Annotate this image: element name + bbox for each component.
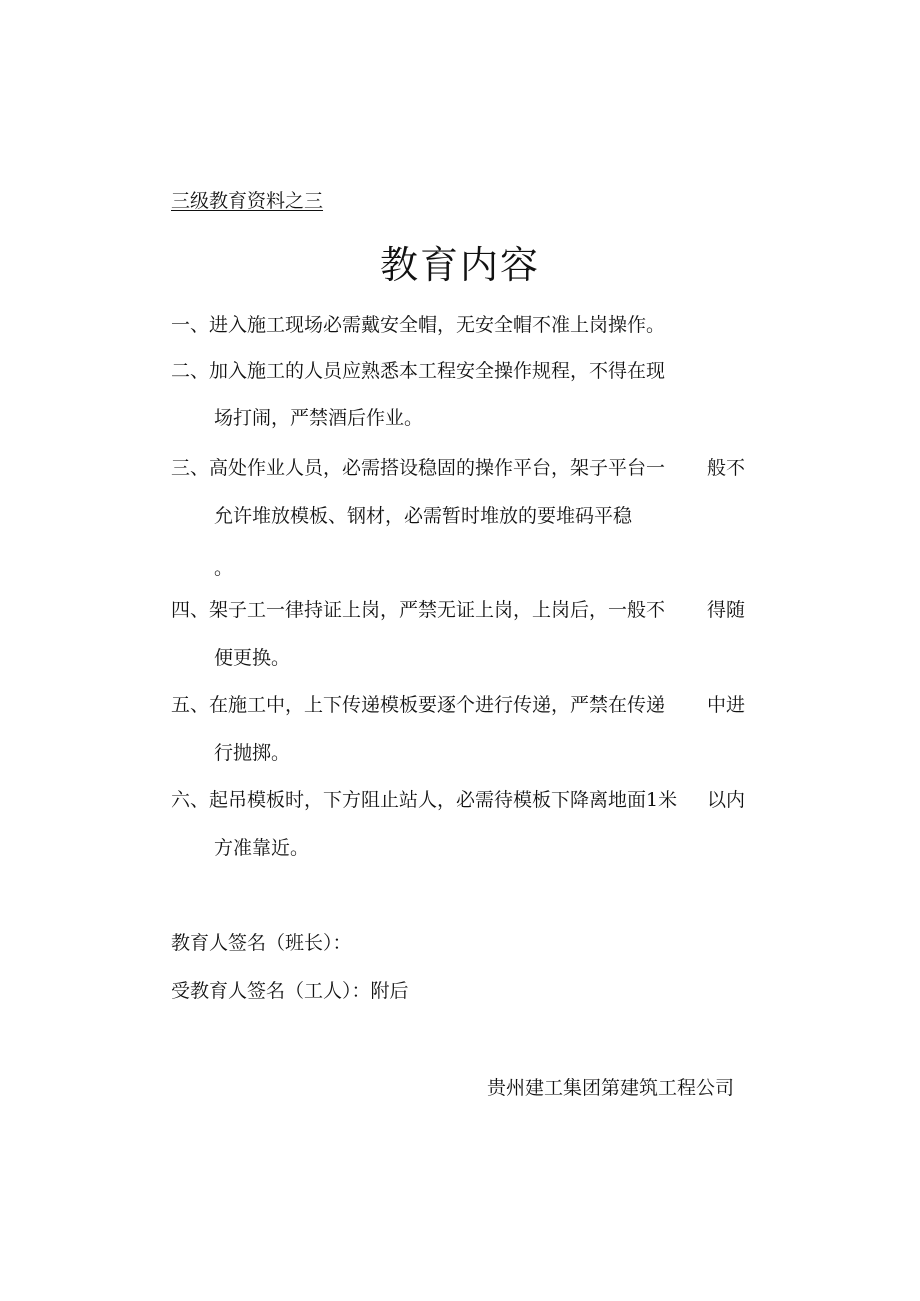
- item-3-line-3: 。: [214, 557, 234, 579]
- company-name: 贵州建工集团第建筑工程公司: [487, 1077, 735, 1099]
- item-5-line-1-right: 中进: [707, 694, 746, 716]
- item-3-line-1: 三、高处作业人员，必需搭设稳固的操作平台，架子平台一: [171, 457, 666, 479]
- item-6-line-1: 六、起吊模板时，下方阻止站人，必需待模板下降离地面1米: [171, 789, 678, 811]
- item-3-line-1-right: 般不: [707, 457, 746, 479]
- item-2-line-1: 二、加入施工的人员应熟悉本工程安全操作规程，不得在现: [171, 360, 666, 382]
- item-4-line-1-right: 得随: [707, 599, 746, 621]
- item-6-line-1-right: 以内: [707, 789, 746, 811]
- item-4-line-1: 四、架子工一律持证上岗，严禁无证上岗，上岗后，一般不: [171, 599, 666, 621]
- item-5-line-1: 五、在施工中，上下传递模板要逐个进行传递，严禁在传递: [171, 694, 666, 716]
- item-1-line-1: 一、进入施工现场必需戴安全帽，无安全帽不准上岗操作。: [171, 314, 666, 336]
- item-6-line-2: 方准靠近。: [214, 837, 310, 859]
- document-header: 三级教育资料之三: [171, 190, 324, 212]
- educator-signature-label: 教育人签名（班长）：: [171, 932, 352, 954]
- item-3-line-2: 允许堆放模板、钢材，必需暂时堆放的要堆码平稳: [214, 505, 633, 527]
- item-4-line-2: 便更换。: [214, 647, 291, 669]
- item-2-line-2: 场打闹，严禁酒后作业。: [214, 407, 424, 429]
- item-5-line-2: 行抛掷。: [214, 742, 291, 764]
- page-title: 教育内容: [379, 243, 540, 287]
- educated-signature-label: 受教育人签名（工人）：附后: [171, 980, 409, 1002]
